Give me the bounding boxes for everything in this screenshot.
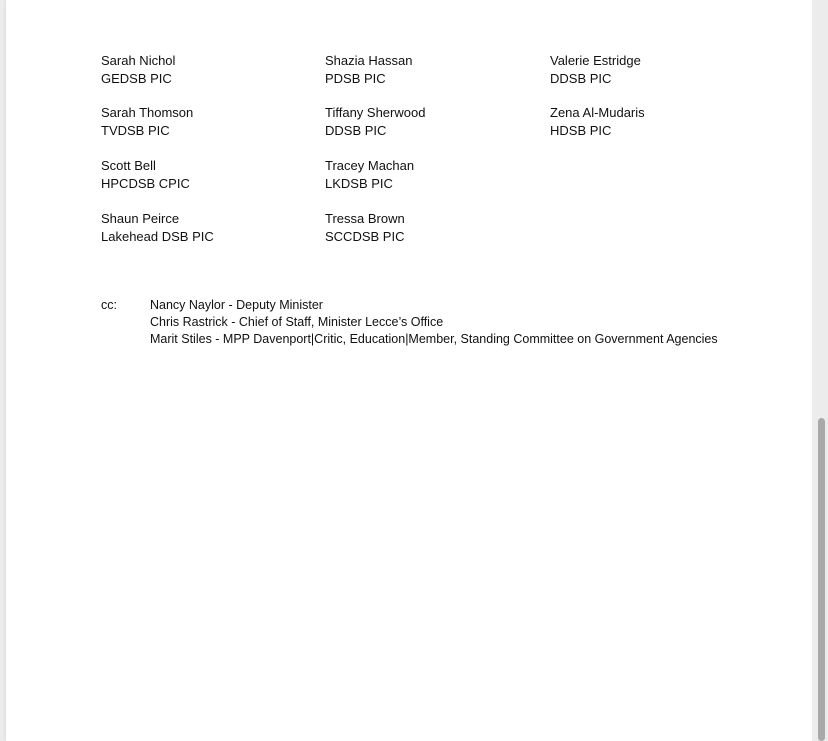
signatory-block — [325, 157, 414, 193]
signatory-role: PDSB PIC — [325, 71, 386, 86]
signatory-block — [101, 210, 214, 246]
signatory-block — [325, 210, 405, 246]
signatory-block — [325, 104, 425, 140]
signatory-role: TVDSB PIC — [101, 123, 170, 138]
signatory-name: Shaun Peirce — [101, 211, 180, 226]
cc-line: Marit Stiles - MPP Davenport|Critic, Education|Member, Standing Committee on Government Agencies — [150, 332, 718, 346]
signatory-role: GEDSB PIC — [101, 71, 172, 86]
signatory-block — [101, 104, 193, 140]
signatory-role: HDSB PIC — [550, 123, 612, 138]
signatory-name: Scott Bell — [101, 158, 156, 173]
signatory-role: DDSB PIC — [550, 71, 612, 86]
scrollbar-thumb[interactable] — [818, 418, 825, 741]
signatory-name: Tressa Brown — [325, 211, 405, 226]
signatory-block — [101, 157, 190, 193]
signatory-block — [325, 52, 412, 88]
signatory-role: DDSB PIC — [325, 123, 387, 138]
signatory-role: LKDSB PIC — [325, 176, 393, 191]
cc-list — [150, 297, 718, 348]
signatory-name: Sarah Nichol — [101, 53, 176, 68]
signatory-role: SCCDSB PIC — [325, 229, 405, 244]
signatory-block — [550, 52, 641, 88]
signatory-role: Lakehead DSB PIC — [101, 229, 214, 244]
vertical-scrollbar[interactable] — [812, 0, 828, 741]
signatory-role: HPCDSB CPIC — [101, 176, 190, 191]
signatory-name: Sarah Thomson — [101, 105, 194, 120]
cc-line: Chris Rastrick - Chief of Staff, Minister Lecce’s Office — [150, 315, 444, 329]
signatory-name: Zena Al-Mudaris — [550, 105, 645, 120]
signatory-name: Valerie Estridge — [550, 53, 641, 68]
signatory-name: Tracey Machan — [325, 158, 415, 173]
cc-line: Nancy Naylor - Deputy Minister — [150, 298, 323, 312]
cc-label: cc: — [101, 298, 117, 312]
signatory-name: Shazia Hassan — [325, 53, 413, 68]
signatory-block — [550, 104, 645, 140]
signatory-block — [101, 52, 175, 88]
signatory-name: Tiffany Sherwood — [325, 105, 426, 120]
